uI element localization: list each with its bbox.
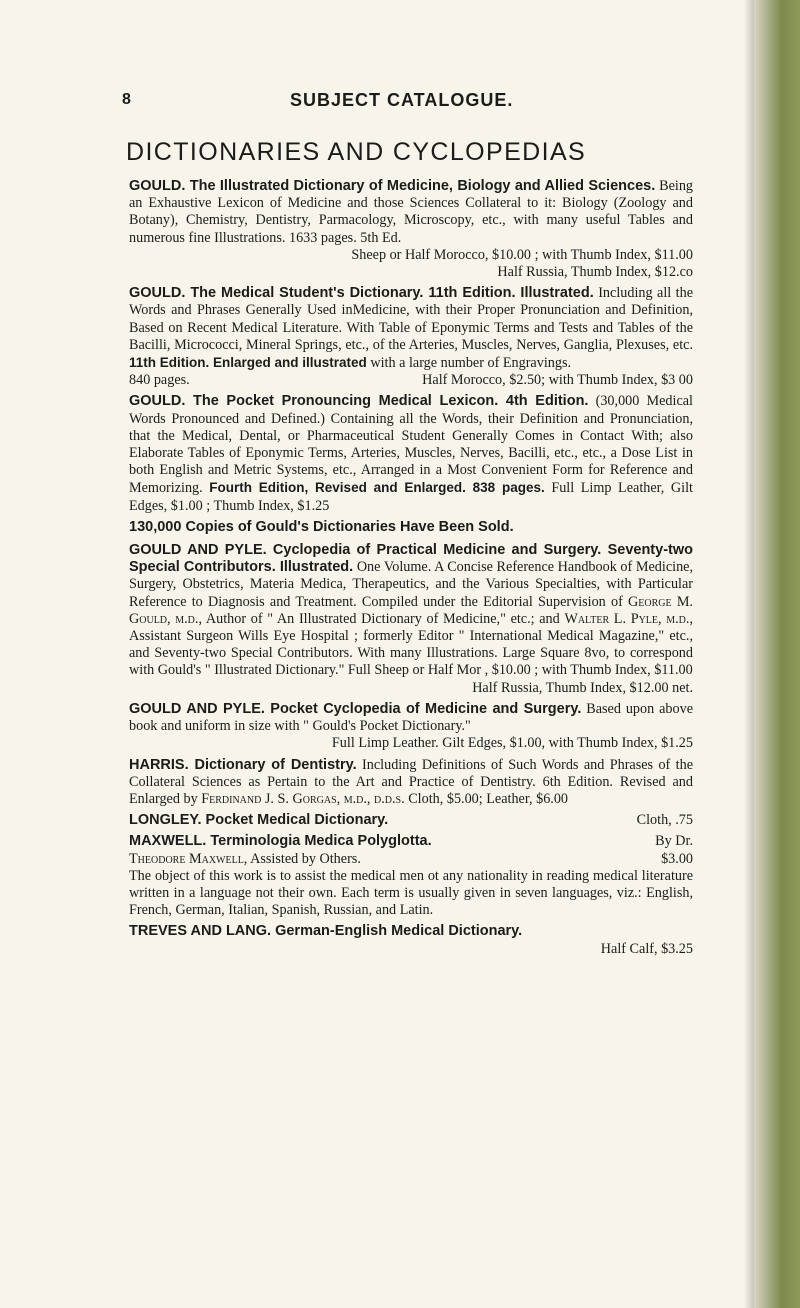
entry-heading-line — [129, 833, 693, 850]
entry-price: Full Limp Leather. Gilt Edges, $1.00, with Thumb Index, $1.25 — [331, 735, 693, 752]
editor-name: George M. Gould, m.d., — [129, 593, 693, 627]
entry-description: Author of " An Illustrated Dictionary of Medicine," etc.; and — [205, 610, 560, 627]
binding-shadow — [744, 0, 754, 1308]
book-cover-edge — [754, 0, 800, 1308]
entry-price: Half Calf, $3.25 — [600, 940, 693, 957]
catalogue-entry — [129, 757, 693, 809]
catalogue-entries — [129, 178, 693, 962]
catalogue-entry — [129, 923, 693, 957]
entry-price: Half Russia, Thumb Index, $12.00 net. — [472, 679, 693, 696]
entry-description: Based upon above book and uniform in size with " Gould's Pocket Dictionary." — [129, 700, 693, 735]
entry-pages: 840 pages. — [129, 372, 190, 389]
entry-description: Including all the Words and Phrases Generally Used inMedicine, with their Proper Pronunciation and Definition, Based on Recent Medical Literature. With Table of Eponymic Terms and Tests and Tables of the Bacilli, Micrococci, Mineral Springs, etc., of the Arteries, Muscles, Nerves, Ganglia, Plexuses, etc. — [129, 285, 693, 353]
editor-name: Theodore Maxwell, — [129, 850, 248, 867]
entry-heading: GOULD. The Medical Student's Dictionary. 11th Edition. Illustrated. — [129, 285, 594, 302]
catalogue-entry — [129, 833, 693, 919]
entry-heading: GOULD. The Illustrated Dictionary of Medicine, Biology and Allied Sciences. — [129, 178, 656, 194]
running-head: SUBJECT CATALOGUE. — [290, 90, 514, 110]
entry-description: with a large number of Engravings. — [370, 355, 572, 372]
section-title: DICTIONARIES AND CYCLOPEDIAS — [126, 138, 587, 166]
entry-description: Being an Exhaustive Lexicon of Medicine and those Sciences Collateral to it: Biology (Zoology and Botany), Chemistry, Dentistry, Parmacology, Microscopy, etc., with many useful Tables and numerous fine Illustrations. 1633 pages. 5th Ed. — [129, 178, 694, 246]
entry-edition: 11th Edition. Enlarged and illustrated — [129, 355, 367, 371]
entry-price: Cloth, $5.00; Leather, $6.00 — [408, 790, 569, 807]
entry-price: Half Russia, Thumb Index, $12.co — [497, 264, 693, 281]
entry-price: Half Morocco, $2.50; with Thumb Index, $3 00 — [422, 372, 693, 389]
entry-price: Cloth, .75 — [636, 812, 693, 829]
entry-heading: TREVES AND LANG. German-English Medical Dictionary. — [129, 923, 523, 940]
entry-description: Assistant Surgeon Wills Eye Hospital ; formerly Editor " International Medical Magazine," etc., and Seventy-two Special Contributors. With many Illustrations. Large Square 8vo, to correspond with Gould's " Illustrated Dictionary." — [129, 628, 693, 679]
entry-heading: GOULD. The Pocket Pronouncing Medical Lexicon. 4th Edition. — [129, 393, 589, 410]
sales-note: 130,000 Copies of Gould's Dictionaries Have Been Sold. — [129, 518, 514, 535]
catalogue-entry — [129, 542, 693, 697]
catalogue-entry — [129, 178, 693, 281]
catalogue-entry — [129, 393, 693, 514]
entry-description: (30,000 Medical Words Pronounced and Defined.) Containing all the Words, their Definition and Pronunciation, that the Medical, Dental, or Pharmaceutical Student Generally Comes in Contact With; also Elaborate Tables of Eponymic Terms, Arteries, Muscles, Nerves, Bacilli, etc., etc., a Dose List in both English and Metric Systems, etc., Arranged in a Most Convenient Form for Reference and Memorizing. — [129, 393, 693, 497]
editor-name: Ferdinand J. S. Gorgas, m.d., d.d.s. — [201, 790, 405, 807]
entry-description: Including Definitions of Such Words and Phrases of the Collateral Sciences as Pertain to the Art and Practice of Dentistry. 6th Edition. Revised and Enlarged by — [129, 756, 693, 807]
entry-price: Full Limp Leather, Gilt Edges, $1.00 ; Thumb Index, $1.25 — [129, 480, 693, 514]
entry-heading: GOULD AND PYLE. Pocket Cyclopedia of Medicine and Surgery. — [129, 700, 582, 717]
entry-price: $3.00 — [661, 850, 693, 867]
page-number: 8 — [122, 91, 131, 108]
entry-heading: LONGLEY. Pocket Medical Dictionary. — [129, 812, 389, 829]
entry-price-line — [129, 372, 693, 389]
entry-description: One Volume. A Concise Reference Handbook of Medicine, Surgery, Obstetrics, Materia Medica, Therapeutics, and the Various Specialties, with Particular Reference to Diagnosis and Treatment. Compiled under the Editorial Supervision of — [129, 559, 694, 610]
catalogue-entry — [129, 701, 693, 753]
editor-name: Walter L. Pyle, m.d., — [564, 610, 693, 627]
entry-heading: MAXWELL. Terminologia Medica Polyglotta. — [129, 833, 432, 850]
entry-description: The object of this work is to assist the medical men ot any nationality in reading medical literature written in a language not their own. Each term is usually given in seven languages, viz.: English, French, German, Italian, Spanish, Russian, and Latin. — [129, 867, 693, 919]
entry-description: Assisted by Others. — [250, 850, 361, 867]
entry-author: By Dr. — [655, 833, 693, 850]
catalogue-entry — [129, 285, 693, 389]
entry-edition: Fourth Edition, Revised and Enlarged. 838 pages. — [209, 480, 545, 496]
entry-price: Full Sheep or Half Mor , $10.00 ; with Thumb Index, $11.00 — [347, 662, 693, 679]
entry-author-line — [129, 851, 693, 868]
entry-heading: HARRIS. Dictionary of Dentistry. — [129, 756, 357, 773]
catalogue-entry — [129, 812, 693, 829]
entry-price: Sheep or Half Morocco, $10.00 ; with Thumb Index, $11.00 — [351, 246, 693, 263]
entry-heading: GOULD AND PYLE. Cyclopedia of Practical Medicine and Surgery. Seventy-two Special Contributors. Illustrated. — [129, 542, 693, 576]
